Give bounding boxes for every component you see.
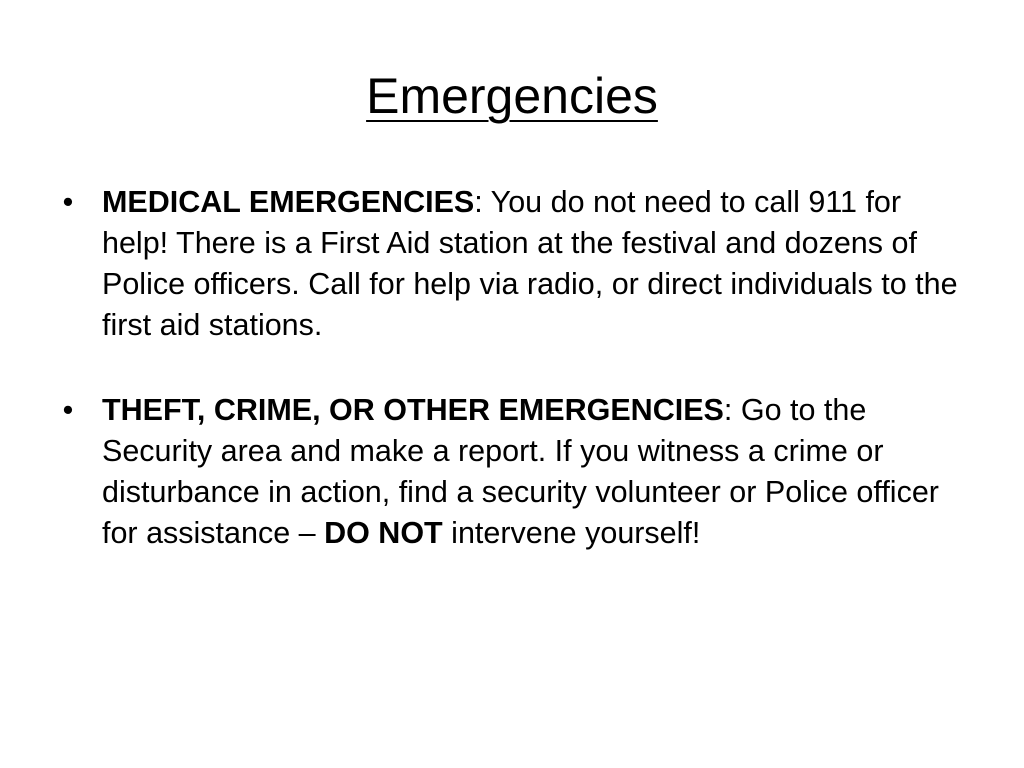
bullet-separator: : <box>474 185 491 219</box>
bullet-list <box>58 182 968 598</box>
bullet-item-theft <box>58 390 968 554</box>
bullet-text-theft: Go to the Security area and make a report. If you witness a crime or disturbance in action, find a security volunteer or Police officer for assistance – <box>102 393 939 550</box>
bullet-text-medical: You do not need to call 911 for help! There is a First Aid station at the festival and dozens of Police officers. Call for help via radio, or direct individuals to the first aid stations. <box>102 185 958 342</box>
bullet-icon: • <box>62 185 74 219</box>
bullet-separator: : <box>723 393 741 427</box>
bullet-item-medical <box>58 182 968 346</box>
bullet-emphasis-do-not: DO NOT <box>324 516 443 550</box>
bullet-icon: • <box>62 393 74 427</box>
bullet-heading-medical: MEDICAL EMERGENCIES <box>102 185 475 219</box>
slide-title: Emergencies <box>366 68 658 124</box>
bullet-text-theft-tail: intervene yourself! <box>442 516 701 550</box>
bullet-heading-theft: THEFT, CRIME, OR OTHER EMERGENCIES <box>102 393 724 427</box>
